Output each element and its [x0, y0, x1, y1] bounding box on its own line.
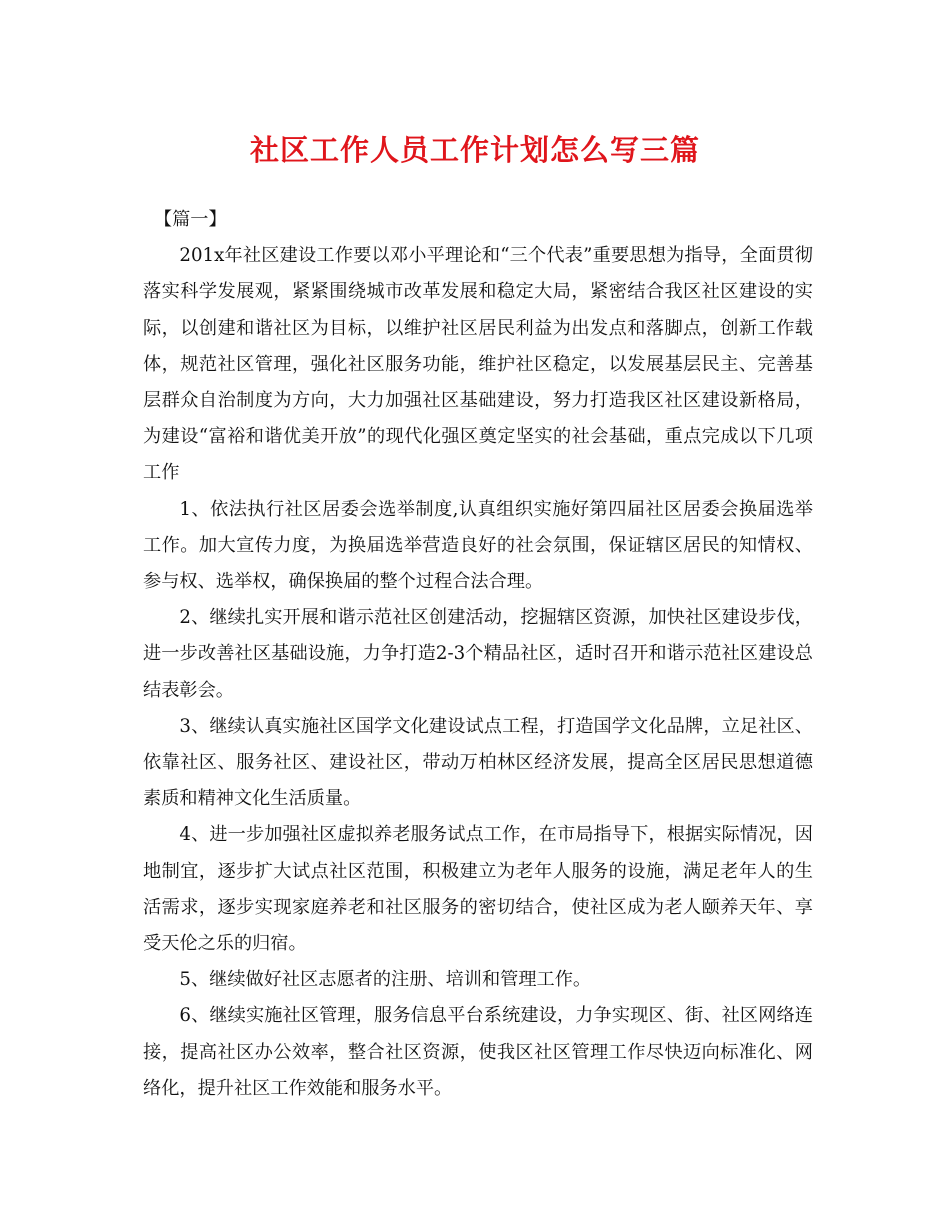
- paragraph-item-1: 1、依法执行社区居委会选举制度,认真组织实施好第四届社区居委会换届选举工作。加大宣传力度，为换届选举营造良好的社会氛围，保证辖区居民的知情权、参与权、选举权，确保换届的整个过程合法合理。: [143, 498, 813, 593]
- paragraph-item-5: 5、继续做好社区志愿者的注册、培训和管理工作。: [179, 969, 592, 991]
- paragraph-item-3: 3、继续认真实施社区国学文化建设试点工程，打造国学文化品牌，立足社区、依靠社区、服务社区、建设社区，带动万柏林区经济发展，提高全区居民思想道德素质和精神文化生活质量。: [143, 715, 813, 810]
- paragraph-intro: 201x年社区建设工作要以邓小平理论和“三个代表”重要思想为指导，全面贯彻落实科学发展观，紧紧围绕城市改革发展和稳定大局，紧密结合我区社区建设的实际，以创建和谐社区为目标，以维护社区居民利益为出发点和落脚点，创新工作载体，规范社区管理，强化社区服务功能，维护社区稳定，以发展基层民主、完善基层群众自治制度为方向，大力加强社区基础建设，努力打造我区社区建设新格局，为建设“富裕和谐优美开放”的现代化强区奠定坚实的社会基础，重点完成以下几项工作: [143, 245, 813, 484]
- document-title: 社区工作人员工作计划怎么写三篇: [249, 133, 700, 167]
- document-body: [143, 202, 813, 1107]
- paragraph-item-2: 2、继续扎实开展和谐示范社区创建活动，挖掘辖区资源，加快社区建设步伐，进一步改善社区基础设施，力争打造2-3个精品社区，适时召开和谐示范社区建设总结表彰会。: [143, 607, 813, 701]
- paragraph-item-6: 6、继续实施社区管理，服务信息平台系统建设，力争实现区、街、社区网络连接，提高社区办公效率，整合社区资源，使我区社区管理工作尽快迈向标准化、网络化，提升社区工作效能和服务水平。: [143, 1005, 813, 1099]
- paragraph-item-4: 4、进一步加强社区虚拟养老服务试点工作，在市局指导下，根据实际情况，因地制宜，逐步扩大试点社区范围，积极建立为老年人服务的设施，满足老年人的生活需求，逐步实现家庭养老和社区服务的密切结合，使社区成为老人颐养天年、享受天伦之乐的归宿。: [143, 824, 813, 955]
- section-label: 【篇一】: [153, 209, 227, 230]
